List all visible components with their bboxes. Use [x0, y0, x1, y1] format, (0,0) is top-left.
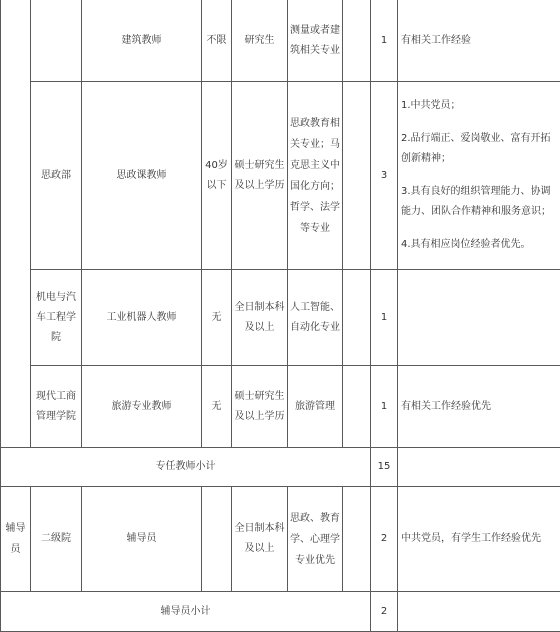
requirements-cell: 中共党员，有学生工作经验优先	[398, 487, 560, 592]
department-cell: 现代工商管理学院	[31, 366, 82, 448]
requirements-cell	[398, 448, 560, 487]
requirement-item: 3.具有良好的组织管理能力、协调能力、团队合作精神和服务意识；	[401, 182, 558, 222]
position-cell: 辅导员	[82, 487, 202, 592]
position-cell: 建筑教师	[82, 0, 202, 82]
age-cell: 无	[202, 366, 232, 448]
major-cell: 测量或者建筑相关专业	[288, 0, 343, 82]
education-cell: 全日制本科及以上	[232, 487, 288, 592]
subtotal-label: 专任教师小计	[1, 448, 371, 487]
education-cell: 硕士研究生及以上学历	[232, 366, 288, 448]
subtotal-label: 辅导员小计	[1, 592, 371, 632]
category-cell-counselor: 辅导员	[1, 487, 31, 592]
count-cell: 1	[371, 366, 398, 448]
education-cell: 硕士研究生及以上学历	[232, 82, 288, 270]
age-cell	[202, 487, 232, 592]
education-cell: 研究生	[232, 0, 288, 82]
major-cell: 思政、教育学、心理学专业优先	[288, 487, 343, 592]
department-cell	[31, 0, 82, 82]
age-cell: 不限	[202, 0, 232, 82]
table-row	[1, 0, 560, 82]
department-cell: 二级院	[31, 487, 82, 592]
requirements-cell	[398, 270, 560, 366]
count-cell: 1	[371, 0, 398, 82]
table-row	[1, 82, 560, 270]
position-cell: 思政课教师	[82, 82, 202, 270]
extra-cell	[343, 366, 371, 448]
major-cell: 思政教育相关专业；马克思主义中国化方向；哲学、法学等专业	[288, 82, 343, 270]
requirements-cell	[398, 592, 560, 632]
education-cell: 全日制本科及以上	[232, 270, 288, 366]
category-cell-teachers	[1, 0, 31, 448]
position-cell: 旅游专业教师	[82, 366, 202, 448]
subtotal-count: 15	[371, 448, 398, 487]
requirements-cell: 有相关工作经验优先	[398, 366, 560, 448]
count-cell: 3	[371, 82, 398, 270]
age-cell: 无	[202, 270, 232, 366]
table-row	[1, 366, 560, 448]
major-cell: 人工智能、自动化专业	[288, 270, 343, 366]
major-cell: 旅游管理	[288, 366, 343, 448]
requirements-cell	[398, 82, 560, 270]
count-cell: 1	[371, 270, 398, 366]
position-cell: 工业机器人教师	[82, 270, 202, 366]
table-row	[1, 270, 560, 366]
department-cell: 思政部	[31, 82, 82, 270]
count-cell: 2	[371, 487, 398, 592]
department-cell: 机电与汽车工程学院	[31, 270, 82, 366]
requirement-item: 4.具有相应岗位经验者优先。	[401, 235, 558, 255]
requirement-item: 2.品行端正、爱岗敬业、富有开拓创新精神；	[401, 129, 558, 169]
table-row	[1, 487, 560, 592]
requirement-item: 1.中共党员；	[401, 96, 558, 116]
subtotal-row	[1, 592, 560, 632]
extra-cell	[343, 0, 371, 82]
extra-cell	[343, 82, 371, 270]
subtotal-count: 2	[371, 592, 398, 632]
extra-cell	[343, 487, 371, 592]
requirements-cell: 有相关工作经验	[398, 0, 560, 82]
extra-cell	[343, 270, 371, 366]
age-cell: 40岁以下	[202, 82, 232, 270]
subtotal-row	[1, 448, 560, 487]
